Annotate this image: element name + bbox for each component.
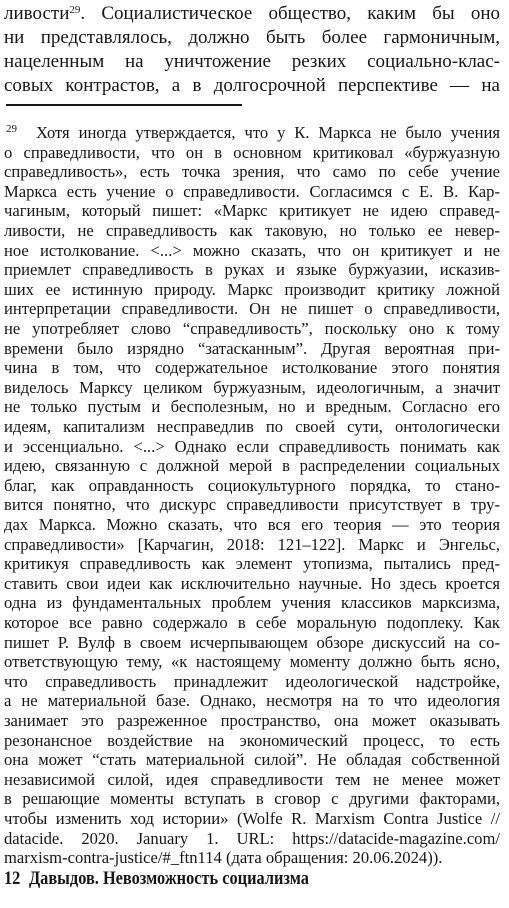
footnote-line: справедливости» [Карчагин, 2018: 121–122]. Маркс и Энгельс, [4, 534, 500, 554]
footnote-line: приемлет справедливость в руках и языке буржуазии, исказив- [4, 260, 500, 280]
footnote-line: вится понятно, что дискурс справедливости присутствует в тру- [4, 495, 500, 515]
main-text-line: совых контрастов, а в долгосрочной перспективе — на [4, 75, 500, 96]
main-text-line: ни представлялось, должно быть более гармоничным, [4, 27, 500, 48]
footnote-line: времени было изрядно “затасканным”. Другая вероятная при- [4, 338, 500, 358]
footnote-line: дах Маркса. Можно сказать, что вся его теория — это теория [4, 515, 500, 534]
footnote-line: и эссенциально. <...> Однако если справедливость понимать как [4, 436, 500, 456]
footnote-line: занимает это разреженное пространство, она может оказывать [4, 711, 500, 730]
footnote-line: Хотя иногда утверждается, что у К. Маркса не было учения [36, 123, 500, 142]
footnote-line: пишет Р. Вулф в своем исчерпывающем обзоре дискуссий на со- [4, 632, 500, 652]
footnote-line: независимой силой, идея справедливости тем не менее может [4, 769, 500, 789]
footnote-line: чтобы изменить ход истории» (Wolfe R. Marxism Contra Justice // [4, 809, 500, 828]
footnote-number: 29 [6, 123, 17, 135]
footnote-line: в решающие моменты вступать в сговор с другими факторами, [4, 789, 500, 809]
footnote-line: она может “стать материальной силой”. Не обладая собственной [4, 750, 500, 770]
footnote-line: marxism-contra-justice/#_ftn114 (дата обращения: 20.06.2024)). [4, 848, 443, 868]
footnote-line: что справедливость принадлежит идеологической надстройке, [4, 671, 500, 691]
main-text-line: нацеленным на уничтожение резких социально-клас- [4, 51, 500, 72]
footnote-line: о справедливости, что он в основном критиковал «буржуазную [4, 142, 500, 162]
footnote-line: а не материальной базе. Однако, несмотря на то что идеология [4, 691, 500, 711]
footnote-line: резонансное воздействие на экономический процесс, то есть [4, 730, 500, 750]
footnote-line: не употребляет слово “справедливость”, поскольку оно к тому [4, 319, 500, 338]
footnote-line: ставить свои идеи как исключительно научные. Но здесь кроется [4, 573, 500, 593]
footnote-line: ливости, не справедливость как таковую, но только ее невер- [4, 221, 500, 240]
footnote-line: datacide. 2020. January 1. URL: https://datacide-magazine.com/ [4, 828, 500, 848]
footnote-separator [6, 104, 242, 106]
footnote-line: справедливость», есть точка зрения, что само по себе учение [4, 162, 500, 182]
footnote-line: виделось Марксу целиком буржуазным, идеологичным, а значит [4, 377, 500, 397]
footnote-line: одна из фундаментальных проблем учения классиков марксизма, [4, 593, 500, 613]
main-text-line: ливости$^{29}$. Социалистическое общество, каким бы оно [4, 3, 500, 24]
footnote-line: ответствующую тему, «к настоящему моменту должно быть ясно, [4, 652, 500, 672]
footnote-line: не только пустым и бесполезным, но и вредным. Согласно его [4, 397, 500, 417]
running-title: Давыдов. Невозможность социализма [28, 868, 309, 889]
footnote-line: чина в том, что содержательное истолкование этого понятия [4, 358, 500, 378]
page-number: 12 [4, 868, 21, 889]
footnote-line: ное истолкование. <...> можно сказать, что он критикует и не [4, 240, 500, 260]
footnote-line: идею, связанную с должной мерой в распределении социальных [4, 456, 500, 476]
footnote-line: критикуя справедливость как элемент утопизма, пытались пред- [4, 554, 500, 574]
running-footer [4, 868, 309, 890]
footnote-line: благ, как оправданность социокультурного порядка, то стано- [4, 475, 500, 495]
footnote-line: Маркса есть учение о справедливости. Согласимся с Е. В. Кар- [4, 181, 500, 201]
footnote-line: которое все равно содержало в себе моральную подоплеку. Как [4, 613, 500, 632]
footnote-reference: 29 [69, 4, 81, 16]
footnote-line: чагиным, который пишет: «Маркс критикует не идею справед- [4, 201, 500, 221]
footnote-line: интерпретации справедливости. Он не пишет о справедливости, [4, 299, 500, 319]
footnote-line: идеям, капитализм несправедлив по своей сути, онтологически [4, 417, 500, 436]
footnote-line: ших ее истинную природу. Маркс производит критику ложной [4, 279, 500, 299]
